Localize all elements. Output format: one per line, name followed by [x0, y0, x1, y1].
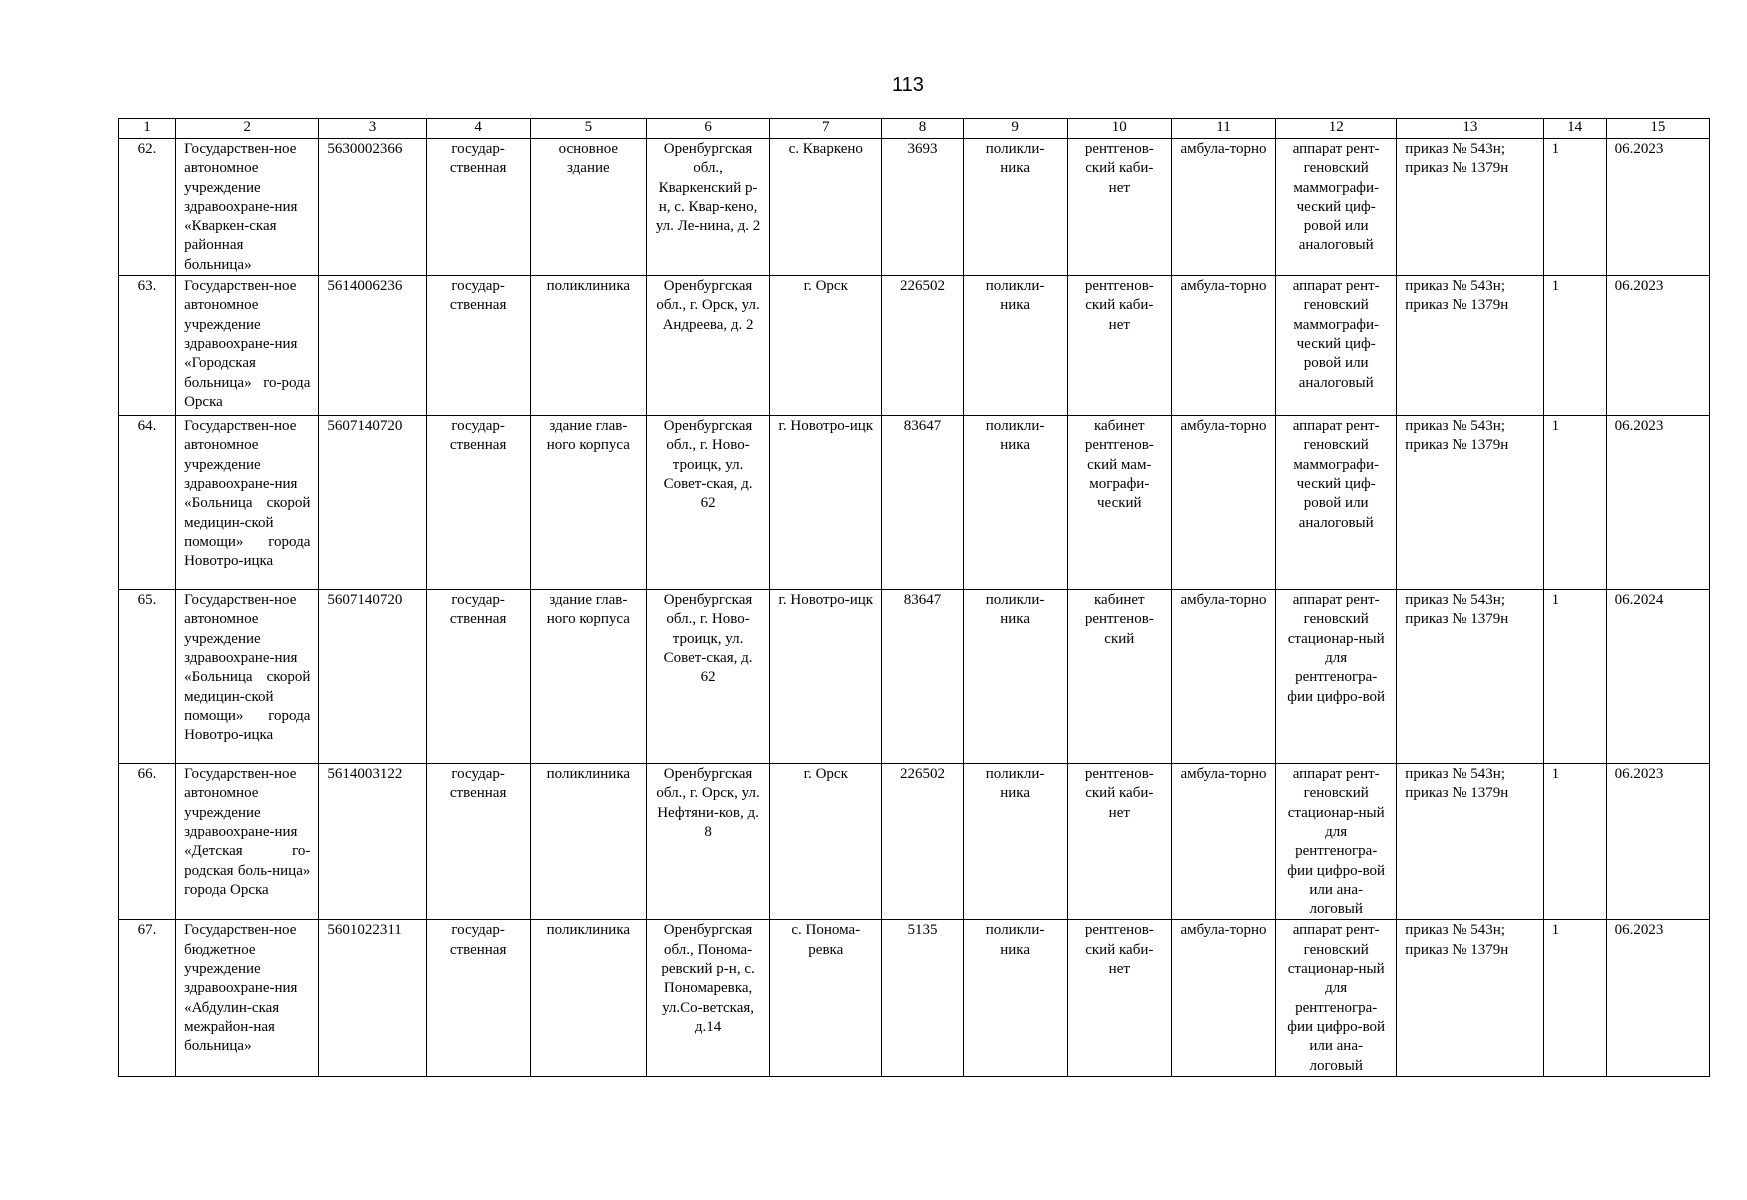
- inn: 5614003122: [319, 764, 426, 920]
- column-number: 2: [176, 119, 319, 139]
- equipment: аппарат рент-геновский стационар-ный для рентгеногра-фии цифро-вой: [1276, 590, 1397, 764]
- ownership: государ-ственная: [426, 920, 530, 1076]
- care-type: амбула-торно: [1171, 139, 1275, 276]
- facility: поликли-ника: [963, 139, 1067, 276]
- column-number: 11: [1171, 119, 1275, 139]
- population: 226502: [882, 764, 963, 920]
- room: рентгенов-ский каби-нет: [1067, 276, 1171, 416]
- organization-name: Государствен-ное автономное учреждение здравоохране-ния «Больница скорой медицин-ской помощи» города Новотро-ицка: [176, 590, 319, 764]
- ownership: государ-ственная: [426, 276, 530, 416]
- inn: 5614006236: [319, 276, 426, 416]
- care-type: амбула-торно: [1171, 590, 1275, 764]
- equipment: аппарат рент-геновский маммографи-ческий циф-ровой или аналоговый: [1276, 416, 1397, 590]
- organization-name: Государствен-ное автономное учреждение здравоохране-ния «Больница скорой медицин-ской помощи» города Новотро-ицка: [176, 416, 319, 590]
- table-row: [119, 920, 1710, 1076]
- column-number: 6: [646, 119, 769, 139]
- address: Оренбургская обл., г. Ново-троицк, ул. Совет-ская, д. 62: [646, 416, 769, 590]
- building: поликлиника: [530, 764, 646, 920]
- column-number: 15: [1606, 119, 1709, 139]
- table-row: [119, 139, 1710, 276]
- facility: поликли-ника: [963, 764, 1067, 920]
- inn: 5607140720: [319, 590, 426, 764]
- date: 06.2023: [1606, 764, 1709, 920]
- order: приказ № 543н; приказ № 1379н: [1397, 590, 1543, 764]
- care-type: амбула-торно: [1171, 764, 1275, 920]
- row-number: 64.: [119, 416, 176, 590]
- document-table: [118, 118, 1710, 1077]
- population: 83647: [882, 416, 963, 590]
- building: здание глав-ного корпуса: [530, 590, 646, 764]
- date: 06.2023: [1606, 920, 1709, 1076]
- column-number-row: [119, 119, 1710, 139]
- room: рентгенов-ский каби-нет: [1067, 139, 1171, 276]
- locality: с. Кваркено: [770, 139, 882, 276]
- room: кабинет рентгенов-ский мам-мографи-ческий: [1067, 416, 1171, 590]
- care-type: амбула-торно: [1171, 416, 1275, 590]
- column-number: 12: [1276, 119, 1397, 139]
- column-number: 14: [1543, 119, 1606, 139]
- order: приказ № 543н; приказ № 1379н: [1397, 276, 1543, 416]
- address: Оренбургская обл., г. Орск, ул. Нефтяни-ков, д. 8: [646, 764, 769, 920]
- facility: поликли-ника: [963, 416, 1067, 590]
- care-type: амбула-торно: [1171, 276, 1275, 416]
- population: 3693: [882, 139, 963, 276]
- room: рентгенов-ский каби-нет: [1067, 920, 1171, 1076]
- column-number: 9: [963, 119, 1067, 139]
- date: 06.2024: [1606, 590, 1709, 764]
- organization-name: Государствен-ное автономное учреждение здравоохране-ния «Городская больница» го-рода Орска: [176, 276, 319, 416]
- order: приказ № 543н; приказ № 1379н: [1397, 764, 1543, 920]
- building: поликлиника: [530, 920, 646, 1076]
- ownership: государ-ственная: [426, 139, 530, 276]
- room: рентгенов-ский каби-нет: [1067, 764, 1171, 920]
- equipment: аппарат рент-геновский стационар-ный для рентгеногра-фии цифро-вой или ана-логовый: [1276, 920, 1397, 1076]
- row-number: 63.: [119, 276, 176, 416]
- locality: г. Орск: [770, 764, 882, 920]
- equipment: аппарат рент-геновский маммографи-ческий циф-ровой или аналоговый: [1276, 276, 1397, 416]
- table-row: [119, 590, 1710, 764]
- address: Оренбургская обл., Понома-ревский р-н, с. Пономаревка, ул.Со-ветская, д.14: [646, 920, 769, 1076]
- column-number: 5: [530, 119, 646, 139]
- quantity: 1: [1543, 764, 1606, 920]
- table-row: [119, 764, 1710, 920]
- facility: поликли-ника: [963, 920, 1067, 1076]
- equipment: аппарат рент-геновский маммографи-ческий циф-ровой или аналоговый: [1276, 139, 1397, 276]
- date: 06.2023: [1606, 276, 1709, 416]
- locality: г. Новотро-ицк: [770, 590, 882, 764]
- date: 06.2023: [1606, 416, 1709, 590]
- population: 226502: [882, 276, 963, 416]
- address: Оренбургская обл., г. Ново-троицк, ул. Совет-ская, д. 62: [646, 590, 769, 764]
- inn: 5601022311: [319, 920, 426, 1076]
- inn: 5607140720: [319, 416, 426, 590]
- column-number: 4: [426, 119, 530, 139]
- quantity: 1: [1543, 416, 1606, 590]
- organization-name: Государствен-ное автономное учреждение здравоохране-ния «Детская го-родская боль-ница» города Орска: [176, 764, 319, 920]
- page-number: 113: [892, 74, 924, 96]
- quantity: 1: [1543, 590, 1606, 764]
- building: основное здание: [530, 139, 646, 276]
- room: кабинет рентгенов-ский: [1067, 590, 1171, 764]
- building: поликлиника: [530, 276, 646, 416]
- ownership: государ-ственная: [426, 764, 530, 920]
- row-number: 65.: [119, 590, 176, 764]
- address: Оренбургская обл., г. Орск, ул. Андреева, д. 2: [646, 276, 769, 416]
- ownership: государ-ственная: [426, 416, 530, 590]
- table-row: [119, 416, 1710, 590]
- organization-name: Государствен-ное автономное учреждение здравоохране-ния «Кваркен-ская районная больница»: [176, 139, 319, 276]
- population: 83647: [882, 590, 963, 764]
- building: здание глав-ного корпуса: [530, 416, 646, 590]
- quantity: 1: [1543, 276, 1606, 416]
- locality: г. Орск: [770, 276, 882, 416]
- column-number: 3: [319, 119, 426, 139]
- order: приказ № 543н; приказ № 1379н: [1397, 920, 1543, 1076]
- population: 5135: [882, 920, 963, 1076]
- order: приказ № 543н; приказ № 1379н: [1397, 139, 1543, 276]
- column-number: 13: [1397, 119, 1543, 139]
- order: приказ № 543н; приказ № 1379н: [1397, 416, 1543, 590]
- column-number: 1: [119, 119, 176, 139]
- row-number: 67.: [119, 920, 176, 1076]
- locality: г. Новотро-ицк: [770, 416, 882, 590]
- locality: с. Понома-ревка: [770, 920, 882, 1076]
- column-number: 8: [882, 119, 963, 139]
- ownership: государ-ственная: [426, 590, 530, 764]
- table-row: [119, 276, 1710, 416]
- date: 06.2023: [1606, 139, 1709, 276]
- address: Оренбургская обл., Кваркенский р-н, с. Квар-кено, ул. Ле-нина, д. 2: [646, 139, 769, 276]
- column-number: 10: [1067, 119, 1171, 139]
- column-number: 7: [770, 119, 882, 139]
- quantity: 1: [1543, 920, 1606, 1076]
- organization-name: Государствен-ное бюджетное учреждение здравоохране-ния «Абдулин-ская межрайон-ная больница»: [176, 920, 319, 1076]
- facility: поликли-ника: [963, 590, 1067, 764]
- row-number: 66.: [119, 764, 176, 920]
- inn: 5630002366: [319, 139, 426, 276]
- equipment: аппарат рент-геновский стационар-ный для рентгеногра-фии цифро-вой или ана-логовый: [1276, 764, 1397, 920]
- care-type: амбула-торно: [1171, 920, 1275, 1076]
- row-number: 62.: [119, 139, 176, 276]
- quantity: 1: [1543, 139, 1606, 276]
- facility: поликли-ника: [963, 276, 1067, 416]
